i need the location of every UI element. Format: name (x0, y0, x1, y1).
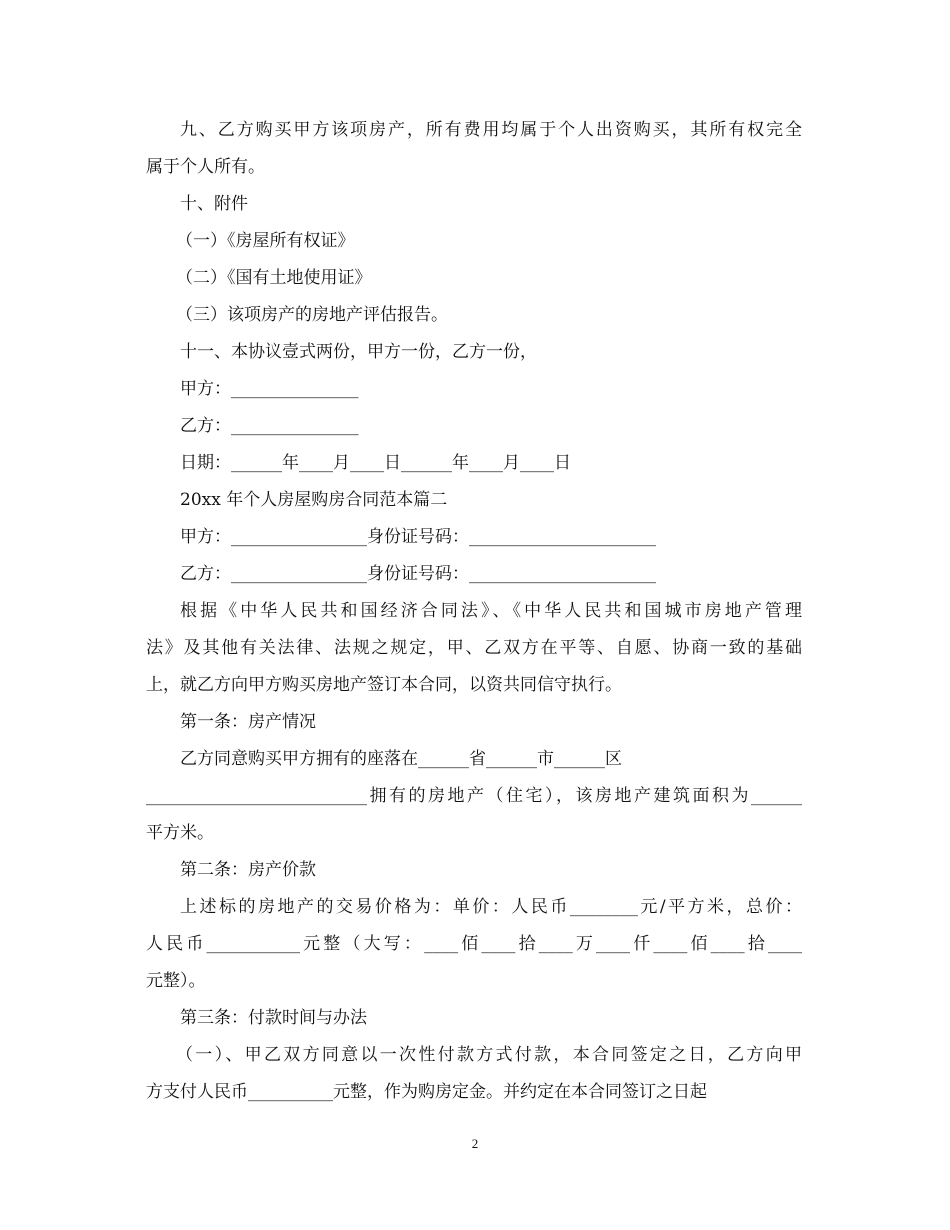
paragraph-line: （一）、甲乙双方同意以一次性付款方式付款，本合同签定之日，乙方向甲 (176, 1045, 802, 1065)
article-heading: 第一条：房产情况 (180, 712, 316, 732)
attachment-item: （二）《国有土地使用证》 (176, 268, 372, 288)
article-heading: 第二条：房产价款 (180, 860, 316, 880)
party-a-id-line: 甲方：________________身份证号码：______________________ (180, 527, 656, 547)
paragraph-line: 九、乙方购买甲方该项房产，所有费用均属于个人出资购买，其所有权完全 (180, 120, 802, 140)
paragraph-line: 元整）。 (146, 971, 206, 991)
date-line: 日期：______年____月____日______年____月____日 (180, 453, 571, 473)
section-title: 20xx 年个人房屋购房合同范本篇二 (180, 490, 448, 510)
party-a-signature-line: 甲方：_______________ (180, 379, 359, 399)
attachment-item: （一）《房屋所有权证》 (176, 231, 355, 251)
paragraph-line: 乙方同意购买甲方拥有的座落在______省______市______区 (180, 749, 622, 769)
paragraph-line: 法》及其他有关法律、法规之规定，甲、乙双方在平等、自愿、协商一致的基础 (146, 638, 802, 658)
paragraph-line: 根据《中华人民共和国经济合同法》、《中华人民共和国城市房地产管理 (180, 601, 802, 621)
document-body (146, 112, 802, 1111)
section-heading: 十、附件 (180, 194, 248, 214)
page-number: 2 (471, 1136, 479, 1151)
party-b-signature-line: 乙方：_______________ (180, 416, 359, 436)
paragraph-line: 十一、本协议壹式两份，甲方一份，乙方一份， (180, 342, 537, 362)
paragraph-line: __________________________拥有的房地产（住宅），该房地产建筑面积为______ (146, 786, 802, 806)
paragraph-line: 人民币___________元整（大写：____佰____拾____万____仟____佰____拾____ (146, 934, 802, 954)
paragraph-line: 属于个人所有。 (146, 157, 265, 177)
paragraph-line: 平方米。 (146, 823, 214, 843)
paragraph-line: 上述标的房地产的交易价格为：单价：人民币________元/平方米，总价： (180, 897, 802, 917)
article-heading: 第三条：付款时间与办法 (180, 1008, 367, 1028)
attachment-item: （三）该项房产的房地产评估报告。 (176, 305, 448, 325)
paragraph-line: 方支付人民币__________元整，作为购房定金。并约定在本合同签订之日起 (146, 1082, 707, 1102)
paragraph-line: 上，就乙方向甲方购买房地产签订本合同，以资共同信守执行。 (146, 675, 622, 695)
party-b-id-line: 乙方：________________身份证号码：______________________ (180, 564, 656, 584)
